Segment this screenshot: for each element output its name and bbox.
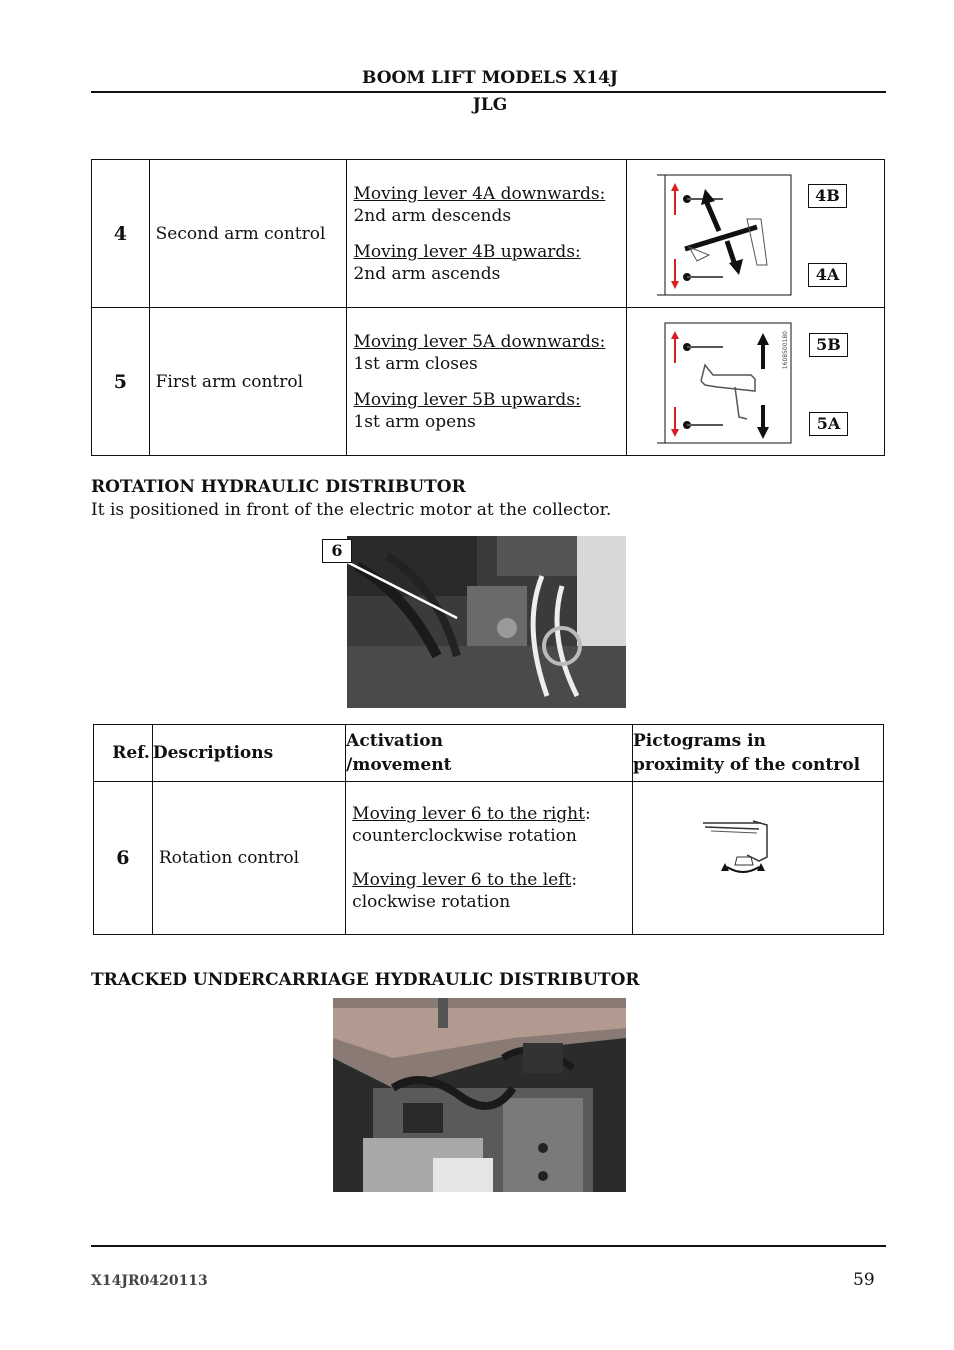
ref-cell: 4 [92, 160, 150, 308]
document-title: BOOM LIFT MODELS X14J [362, 68, 618, 88]
brand-name: JLG [472, 95, 508, 115]
description-cell: Rotation control [152, 782, 345, 935]
lever-label-5b: 5B [809, 333, 848, 357]
movement-text: Moving lever 5B upwards: [353, 389, 581, 410]
second-arm-pictogram [657, 173, 793, 297]
pictogram-cell [632, 782, 883, 935]
activation-cell [347, 308, 627, 456]
lever-label-4a: 4A [808, 263, 847, 287]
controls-table [91, 159, 885, 456]
pictogram-code: 1608500180 [781, 330, 789, 369]
header-activation-line1: Activation [346, 731, 443, 751]
table-row [92, 160, 885, 308]
lever-label-4b: 4B [808, 184, 847, 208]
result-text: 2nd arm descends [353, 205, 512, 226]
pictogram-cell [626, 308, 884, 456]
header-descriptions: Descriptions [152, 725, 345, 782]
movement-text: Moving lever 6 to the left [352, 870, 572, 890]
photo-callout-6: 6 [322, 539, 352, 563]
header-activation-line2: /movement [346, 755, 452, 775]
description-cell: First arm control [149, 308, 347, 456]
description-cell: Second arm control [149, 160, 347, 308]
header-pictograms [632, 725, 883, 782]
section-title-tracked: TRACKED UNDERCARRIAGE HYDRAULIC DISTRIBUTOR [91, 970, 640, 990]
result-text: 1st arm opens [353, 411, 476, 432]
activation-cell: Moving lever 6 to the right: counterclockwise rotation Moving lever 6 to the left: clockwise rotation [346, 782, 633, 935]
result-text: 1st arm closes [353, 353, 478, 374]
page-number: 59 [853, 1270, 875, 1290]
tracked-photo-illustration [333, 998, 626, 1192]
lever-label-5a: 5A [809, 412, 848, 436]
document-code: X14JR0420113 [91, 1273, 208, 1289]
section-title-rotation: ROTATION HYDRAULIC DISTRIBUTOR [91, 477, 466, 497]
movement-text: Moving lever 4B upwards: [353, 241, 581, 262]
header-activation [346, 725, 633, 782]
movement-text: Moving lever 6 to the right [352, 804, 585, 824]
activation-cell [347, 160, 627, 308]
rotation-table [93, 724, 884, 935]
movement-text: Moving lever 5A downwards: [353, 331, 606, 352]
rotation-description: It is positioned in front of the electric motor at the collector. [91, 500, 612, 520]
rotation-distributor-photo [347, 536, 626, 708]
header-pictograms-line2: proximity of the control [632, 755, 861, 775]
rotation-pictogram [701, 817, 771, 879]
ref-cell: 6 [94, 782, 153, 935]
header-ref: Ref. [94, 725, 153, 782]
result-text: clockwise rotation [352, 892, 511, 912]
ref-cell: 5 [92, 308, 150, 456]
result-text: counterclockwise rotation [352, 826, 577, 846]
pictogram-cell [626, 160, 884, 308]
table-row [92, 308, 885, 456]
table-row [94, 782, 884, 935]
header-rule [91, 91, 886, 93]
result-text: 2nd arm ascends [353, 263, 501, 284]
footer-rule [91, 1245, 886, 1247]
table-header-row [94, 725, 884, 782]
movement-text: Moving lever 4A downwards: [353, 183, 606, 204]
first-arm-pictogram [657, 321, 793, 445]
header-pictograms-line1: Pictograms in [632, 731, 766, 751]
tracked-distributor-photo [333, 998, 626, 1192]
rotation-photo-illustration [347, 536, 626, 708]
